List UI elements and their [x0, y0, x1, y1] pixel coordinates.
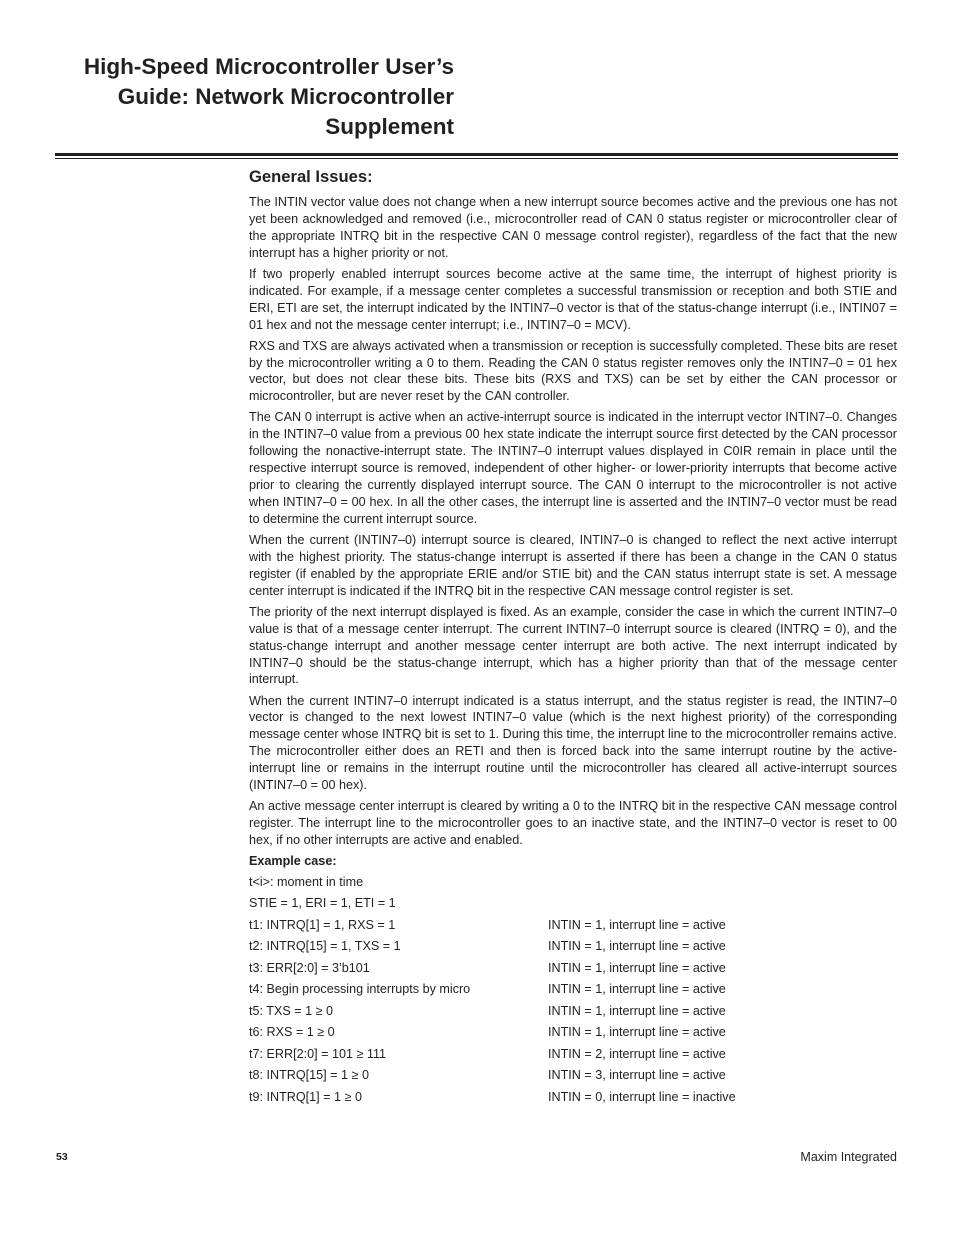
example-event: t3: ERR[2:0] = 3’b101 — [249, 960, 370, 975]
example-event: t7: ERR[2:0] = 101 ≥ 111 — [249, 1046, 387, 1061]
example-row — [249, 1089, 897, 1111]
paragraph: If two properly enabled interrupt sources become active at the same time, the interrupt of highest priority is indicated. For example, if a message center completes a successful transmission or reception and both STIE and ERI, ETI are set, the interrupt indicated by the INTIN7–0 vector is that of the status-change interrupt (i.e., INTIN07 = 01 hex and not the message center interrupt; i.e., INTIN7–0 = MCV). — [249, 266, 897, 332]
example-intro-text: STIE = 1, ERI = 1, ETI = 1 — [249, 896, 396, 911]
example-event: t2: INTRQ[15] = 1, TXS = 1 — [249, 939, 401, 954]
example-row — [249, 1003, 897, 1025]
title-line-2: Guide: Network Microcontroller — [117, 84, 454, 109]
example-state: INTIN = 1, interrupt line = active — [548, 917, 726, 932]
example-row — [249, 960, 897, 982]
main-content — [249, 167, 897, 1110]
example-event: t4: Begin processing interrupts by micro — [249, 982, 471, 997]
footer-organization: Maxim Integrated — [800, 1150, 897, 1164]
header-rule-thick — [55, 153, 898, 156]
paragraph: The CAN 0 interrupt is active when an active-interrupt source is indicated in the interrupt vector INTIN7–0. Changes in the INTIN7–0 value from a previous 00 hex state indicate the interrupt source first detected by the CAN processor following the nonactive-interrupt state. The INTIN7–0 interrupt values displayed in C0IR remain in place until the respective interrupt source is removed, independent of other higher- or lower-priority interrupts that become active prior to clearing the currently displayed interrupt source. The CAN 0 interrupt to the microcontroller is not active when INTIN7–0 = 00 hex. In all the other cases, the interrupt line is asserted and the INTIN7–0 vector must be read to determine the current interrupt source. — [249, 410, 897, 526]
example-state: INTIN = 1, interrupt line = active — [548, 982, 726, 997]
example-row — [249, 981, 897, 1003]
title-line-3: Supplement — [325, 114, 454, 139]
example-row — [249, 1024, 897, 1046]
header-rule-thin — [55, 158, 898, 159]
example-state: INTIN = 2, interrupt line = active — [548, 1046, 726, 1061]
paragraph: When the current INTIN7–0 interrupt indicated is a status interrupt, and the status register is read, the INTIN7–0 vector is changed to the next lowest INTIN7–0 value (which is the next highest priority) of the corresponding message center whose INTRQ bit is set to 1. During this time, the interrupt line to the microcontroller remains active. The microcontroller either does an RETI and then is forced back into the same interrupt routine by the active-interrupt line or remains in the interrupt routine until the microcontroller has cleared all active-interrupt sources (INTIN7–0 = 00 hex). — [249, 693, 897, 793]
example-row — [249, 938, 897, 960]
title-line-1: High-Speed Microcontroller User’s — [83, 54, 454, 79]
example-state: INTIN = 3, interrupt line = active — [548, 1068, 726, 1083]
example-intro-text: t<i>: moment in time — [249, 874, 364, 889]
document-title — [40, 52, 454, 142]
paragraph: RXS and TXS are always activated when a transmission or reception is successfully completed. These bits are reset by the microcontroller writing a 0 to them. Reading the CAN 0 status register removes only the INTIN7–0 = 01 hex vector, but does not clear these bits. These bits (RXS and TXS) can be set by either the CAN processor or microcontroller, but are never reset by the CAN controller. — [249, 338, 897, 404]
paragraph: When the current (INTIN7–0) interrupt source is cleared, INTIN7–0 is changed to reflect the next active interrupt with the highest priority. The status-change interrupt is asserted if there has been a change in the CAN 0 status register (if enabled by the appropriate ERIE and/or STIE bit) and the CAN status interrupt state is set. A message center interrupt is indicated if the INTRQ bit in the respective CAN message control register is set. — [249, 532, 897, 598]
example-row — [249, 917, 897, 939]
example-state: INTIN = 1, interrupt line = active — [548, 939, 726, 954]
example-event: t1: INTRQ[1] = 1, RXS = 1 — [249, 917, 396, 932]
example-state: INTIN = 0, interrupt line = inactive — [548, 1089, 736, 1104]
page-number: 53 — [56, 1151, 68, 1163]
example-intro-line — [249, 874, 897, 896]
example-event: t6: RXS = 1 ≥ 0 — [249, 1025, 335, 1040]
example-row — [249, 1067, 897, 1089]
example-intro-line — [249, 895, 897, 917]
paragraph: The priority of the next interrupt displayed is fixed. As an example, consider the case in which the current INTIN7–0 value is that of a message center interrupt. The current INTIN7–0 interrupt source is cleared (INTRQ = 0), and the status-change interrupt and another message center interrupt are both active. The next interrupt indicated by INTIN7–0 should be the status-change interrupt, which has a higher priority than that of the message center interrupt. — [249, 604, 897, 687]
example-row — [249, 1046, 897, 1068]
example-heading: Example case: — [249, 854, 337, 869]
example-event: t9: INTRQ[1] = 1 ≥ 0 — [249, 1089, 362, 1104]
example-event: t5: TXS = 1 ≥ 0 — [249, 1003, 334, 1018]
section-heading: General Issues: — [249, 167, 373, 186]
example-event: t8: INTRQ[15] = 1 ≥ 0 — [249, 1068, 369, 1083]
paragraph: An active message center interrupt is cleared by writing a 0 to the INTRQ bit in the respective CAN message control register. The interrupt line to the microcontroller goes to an inactive state, and the INTIN7–0 vector is reset to 00 hex, if no other interrupts are active and enabled. — [249, 799, 897, 847]
example-state: INTIN = 1, interrupt line = active — [548, 1003, 726, 1018]
example-state: INTIN = 1, interrupt line = active — [548, 960, 726, 975]
example-state: INTIN = 1, interrupt line = active — [548, 1025, 726, 1040]
paragraph: The INTIN vector value does not change when a new interrupt source becomes active and the previous one has not yet been acknowledged and removed (i.e., microcontroller read of CAN 0 status register or microcontroller clear of the appropriate INTRQ bit in the respective CAN 0 message control register), regardless of the fact that the new interrupt has a higher priority or not. — [249, 195, 897, 260]
